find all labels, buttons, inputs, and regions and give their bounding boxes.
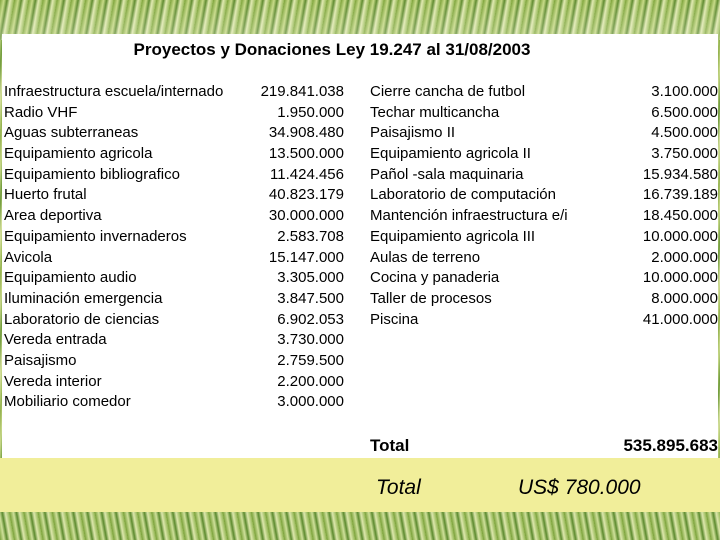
project-name: Cocina y panaderia: [370, 269, 500, 287]
project-name: Laboratorio de ciencias: [4, 310, 160, 328]
project-amount: 2.759.500: [277, 351, 344, 369]
project-row: [4, 248, 344, 269]
total-amount: 535.895.683: [623, 436, 718, 455]
project-amount: 34.908.480: [268, 124, 344, 142]
total-row: [370, 436, 718, 458]
project-row: [370, 103, 718, 124]
grass-background-bottom: [0, 512, 720, 540]
project-name: Mobiliario comedor: [4, 393, 131, 411]
project-name: Iluminación emergencia: [4, 289, 163, 307]
project-name: Mantención infraestructura e/i: [370, 207, 568, 225]
right-project-list: [370, 82, 718, 330]
project-name: Vereda entrada: [4, 331, 107, 349]
project-row: [370, 206, 718, 227]
footer-total-usd: US$ 780.000: [518, 476, 641, 499]
project-amount: 2.000.000: [651, 248, 718, 266]
project-amount: 4.500.000: [651, 124, 718, 142]
project-name: Paisajismo: [4, 351, 77, 369]
project-name: Infraestructura escuela/internado: [4, 83, 224, 100]
project-amount: 13.500.000: [268, 145, 344, 163]
project-amount: 3.000.000: [277, 393, 344, 411]
project-row: [370, 123, 718, 144]
project-amount: 10.000.000: [642, 269, 718, 287]
project-row: [4, 123, 344, 144]
project-name: Cierre cancha de futbol: [370, 83, 526, 100]
page-title: Proyectos y Donaciones Ley 19.247 al 31/08/2003: [133, 40, 531, 59]
project-amount: 8.000.000: [651, 289, 718, 307]
project-row: [4, 103, 344, 124]
project-row: [4, 289, 344, 310]
project-name: Vereda interior: [4, 372, 102, 390]
project-amount: 40.823.179: [268, 186, 344, 204]
project-amount: 16.739.189: [642, 186, 718, 204]
project-amount: 15.934.580: [642, 165, 718, 183]
project-amount: 2.583.708: [277, 227, 344, 245]
project-amount: 2.200.000: [277, 372, 344, 390]
footer-total-label: Total: [376, 476, 421, 499]
content-panel: [2, 34, 718, 458]
project-amount: 3.100.000: [651, 83, 718, 100]
project-row: [4, 330, 344, 351]
footer-band: [0, 458, 720, 512]
project-row: [370, 268, 718, 289]
total-label: Total: [370, 436, 410, 455]
project-name: Equipamiento agricola III: [370, 227, 536, 245]
project-row: [370, 310, 718, 331]
project-row: [4, 372, 344, 393]
project-row: [4, 351, 344, 372]
project-row: [370, 144, 718, 165]
project-row: [4, 165, 344, 186]
project-name: Laboratorio de computación: [370, 186, 556, 204]
project-row: [370, 165, 718, 186]
project-amount: 3.750.000: [651, 145, 718, 163]
project-amount: 30.000.000: [268, 207, 344, 225]
project-amount: 15.147.000: [268, 248, 344, 266]
project-amount: 3.847.500: [277, 289, 344, 307]
project-name: Radio VHF: [4, 103, 78, 121]
project-name: Equipamiento audio: [4, 269, 137, 287]
project-name: Equipamiento agricola II: [370, 145, 531, 163]
project-name: Techar multicancha: [370, 103, 500, 121]
project-amount: 219.841.038: [260, 83, 344, 100]
project-name: Aulas de terreno: [370, 248, 481, 266]
project-row: [4, 392, 344, 413]
project-row: [4, 227, 344, 248]
project-amount: 11.424.456: [270, 165, 344, 183]
project-amount: 6.500.000: [651, 103, 718, 121]
project-row: [4, 185, 344, 206]
project-amount: 41.000.000: [642, 310, 718, 328]
project-name: Pañol -sala maquinaria: [370, 165, 524, 183]
project-name: Equipamiento bibliografico: [4, 165, 180, 183]
project-amount: 6.902.053: [277, 310, 344, 328]
project-name: Avicola: [4, 248, 53, 266]
project-row: [4, 310, 344, 331]
project-row: [4, 206, 344, 227]
project-row: [370, 185, 718, 206]
project-row: [370, 248, 718, 269]
project-name: Area deportiva: [4, 207, 102, 225]
project-name: Taller de procesos: [370, 289, 492, 307]
project-row: [370, 227, 718, 248]
project-name: Aguas subterraneas: [4, 124, 139, 142]
project-row: [4, 82, 344, 103]
project-row: [370, 82, 718, 103]
project-name: Equipamiento invernaderos: [4, 227, 187, 245]
project-name: Paisajismo II: [370, 124, 456, 142]
project-row: [4, 144, 344, 165]
left-project-list: [4, 82, 344, 413]
project-row: [4, 268, 344, 289]
project-amount: 3.730.000: [277, 331, 344, 349]
project-row: [370, 289, 718, 310]
project-name: Huerto frutal: [4, 186, 87, 204]
project-name: Equipamiento agricola: [4, 145, 153, 163]
project-name: Piscina: [370, 310, 419, 328]
project-amount: 1.950.000: [277, 103, 344, 121]
project-amount: 18.450.000: [642, 207, 718, 225]
project-amount: 3.305.000: [277, 269, 344, 287]
project-amount: 10.000.000: [642, 227, 718, 245]
